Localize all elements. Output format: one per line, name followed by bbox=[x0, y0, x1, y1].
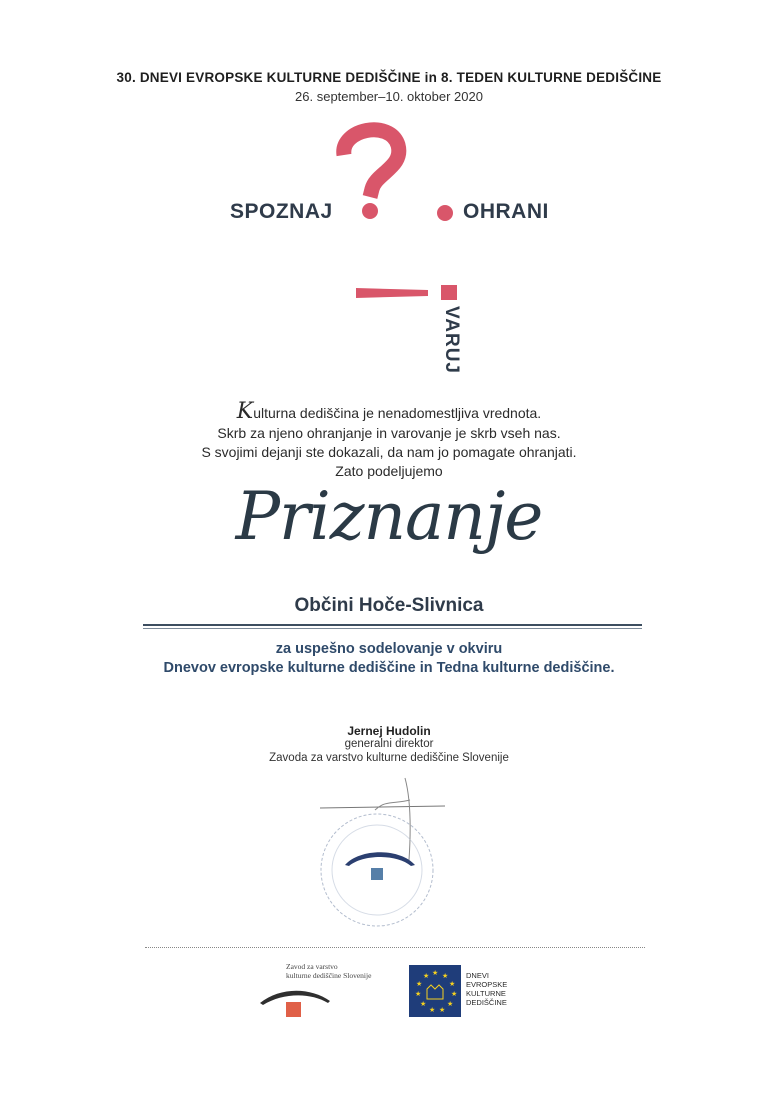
header-title: 30. DNEVI EVROPSKE KULTURNE DEDIŠČINE in 8. TEDEN KULTURNE DEDIŠČINE bbox=[116, 70, 662, 85]
svg-text:★: ★ bbox=[416, 981, 423, 988]
drop-cap: K bbox=[236, 399, 254, 424]
reason-line-1: za uspešno sodelovanje v okviru bbox=[275, 641, 503, 657]
signer-role: generalni direktor bbox=[344, 738, 434, 750]
signer-org: Zavoda za varstvo kulturne dediščine Slovenije bbox=[269, 752, 509, 764]
svg-text:★: ★ bbox=[432, 970, 439, 977]
intro-line-2: Skrb za njeno ohranjanje in varovanje je skrb vseh nas. bbox=[217, 425, 561, 441]
dekd-logo-emblem bbox=[409, 965, 461, 1017]
zvkds-logo-text: Zavod za varstvo kulturne dediščine Slovenije bbox=[286, 962, 372, 980]
zvkds-logo-icon bbox=[258, 985, 338, 1021]
footer-separator bbox=[145, 947, 645, 948]
svg-text:★: ★ bbox=[439, 1007, 446, 1014]
exclamation-bar-icon bbox=[356, 283, 436, 303]
question-mark-icon bbox=[330, 115, 420, 225]
award-title: Priznanje bbox=[235, 478, 543, 555]
reason-line-2: Dnevov evropske kulturne dediščine in Tedna kulturne dediščine. bbox=[163, 660, 615, 676]
logo-word-ohrani: OHRANI bbox=[463, 200, 549, 223]
divider-rule-thin bbox=[143, 628, 642, 629]
svg-text:★: ★ bbox=[429, 1007, 436, 1014]
logo-word-varuj: VARUJ bbox=[441, 306, 462, 374]
logo-word-spoznaj: SPOZNAJ bbox=[230, 200, 333, 223]
svg-text:★: ★ bbox=[447, 1001, 454, 1008]
stamp-and-signature bbox=[315, 770, 455, 930]
dekd-logo-text: DNEVI EVROPSKE KULTURNE DEDIŠČINE bbox=[466, 971, 508, 1007]
logo-dot bbox=[437, 205, 453, 221]
svg-text:★: ★ bbox=[423, 973, 430, 980]
intro-line-1: Kulturna dediščina je nenadomestljiva vrednota. bbox=[236, 399, 542, 424]
eu-stars-icon bbox=[409, 965, 461, 1017]
svg-text:★: ★ bbox=[451, 991, 458, 998]
recipient-name: Občini Hoče-Slivnica bbox=[294, 595, 484, 616]
header-dates: 26. september–10. oktober 2020 bbox=[295, 89, 483, 104]
divider-rule bbox=[143, 624, 642, 626]
intro-line-3: S svojimi dejanji ste dokazali, da nam jo pomagate ohranjati. bbox=[201, 444, 577, 460]
signer-name: Jernej Hudolin bbox=[347, 724, 431, 738]
svg-text:★: ★ bbox=[420, 1001, 427, 1008]
intro-line-4: Zato podeljujemo bbox=[335, 463, 443, 479]
svg-text:★: ★ bbox=[415, 991, 422, 998]
exclamation-dot bbox=[441, 285, 457, 300]
svg-text:★: ★ bbox=[442, 973, 449, 980]
svg-text:★: ★ bbox=[449, 981, 456, 988]
